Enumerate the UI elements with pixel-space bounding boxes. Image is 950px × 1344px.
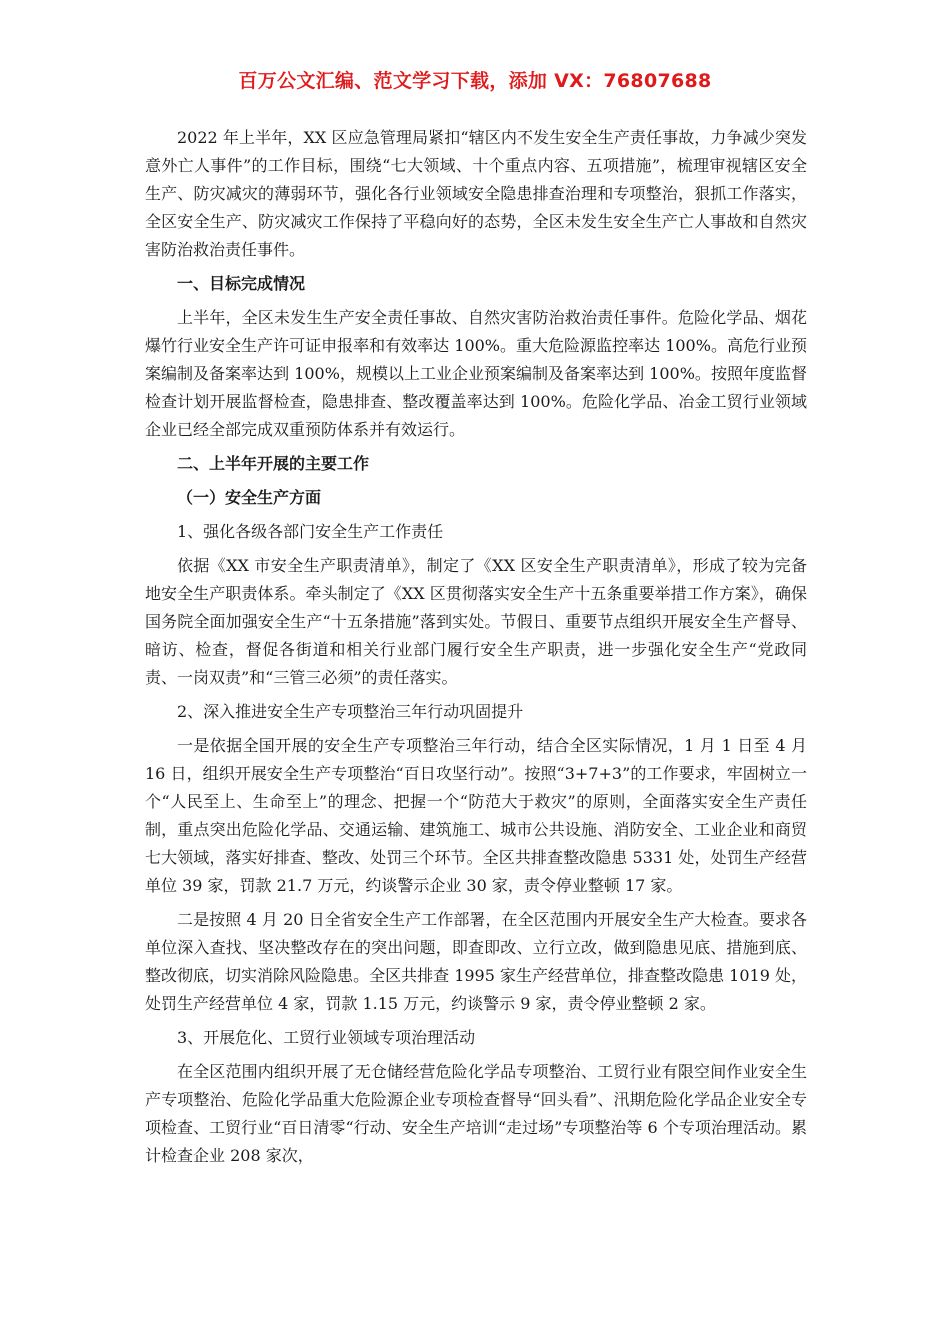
document-body (145, 124, 807, 1176)
subsection-heading: （一）安全生产方面 (177, 488, 322, 507)
paragraph: 一是依据全国开展的安全生产专项整治三年行动，结合全区实际情况，1 月 1 日至 4 月 16 日，组织开展安全生产专项整治“百日攻坚行动”。按照“3+7+3”的工作要求，牢固树立一个“人民至上、生命至上”的理念、把握一个“防范大于救灾”的原则，全面落实安全生产责任制，重点突出危险化学品、交通运输、建筑施工、城市公共设施、消防安全、工业企业和商贸七大领域，落实好排查、整改、处罚三个环节。全区共排查整改隐患 5331 处，处罚生产经营单位 39 家，罚款 21.7 万元，约谈警示企业 30 家，责令停业整顿 17 家。 (145, 736, 807, 895)
item-heading: 1、强化各级各部门安全生产工作责任 (177, 522, 444, 541)
paragraph: 二是按照 4 月 20 日全省安全生产工作部署，在全区范围内开展安全生产大检查。要求各单位深入查找、坚决整改存在的突出问题，即查即改、立行立改，做到隐患见底、措施到底、整改彻底，切实消除风险隐患。全区共排查 1995 家生产经营单位，排查整改隐患 1019 处，处罚生产经营单位 4 家，罚款 1.15 万元，约谈警示 9 家，责令停业整顿 2 家。 (145, 910, 807, 1013)
item-heading: 3、开展危化、工贸行业领域专项治理活动 (177, 1028, 476, 1047)
paragraph: 上半年，全区未发生生产安全责任事故、自然灾害防治救治责任事件。危险化学品、烟花爆竹行业安全生产许可证申报率和有效率达 100%。重大危险源监控率达 100%。高危行业预案编制及备案率达到 100%，规模以上工业企业预案编制及备案率达到 100%。按照年度监督检查计划开展监督检查，隐患排查、整改覆盖率达到 100%。危险化学品、冶金工贸行业领域企业已经全部完成双重预防体系并有效运行。 (145, 308, 807, 439)
section-heading: 一、目标完成情况 (177, 274, 306, 293)
watermark-banner: 百万公文汇编、范文学习下载，添加 VX：76807688 (238, 70, 712, 92)
section-heading: 二、上半年开展的主要工作 (177, 454, 370, 473)
item-heading: 2、深入推进安全生产专项整治三年行动巩固提升 (177, 702, 524, 721)
paragraph: 在全区范围内组织开展了无仓储经营危险化学品专项整治、工贸行业有限空间作业安全生产专项整治、危险化学品重大危险源企业专项检查督导“回头看”、汛期危险化学品企业安全专项检查、工贸行业“百日清零“行动、安全生产培训“走过场”专项整治等 6 个专项治理活动。累计检查企业 208 家次， (145, 1062, 807, 1165)
paragraph: 2022 年上半年，XX 区应急管理局紧扣“辖区内不发生安全生产责任事故，力争减少突发意外亡人事件”的工作目标，围绕“七大领域、十个重点内容、五项措施”，梳理审视辖区安全生产、防灾减灾的薄弱环节，强化各行业领域安全隐患排查治理和专项整治，狠抓工作落实，全区安全生产、防灾减灾工作保持了平稳向好的态势，全区未发生安全生产亡人事故和自然灾害防治救治责任事件。 (145, 128, 807, 259)
paragraph: 依据《XX 市安全生产职责清单》，制定了《XX 区安全生产职责清单》，形成了较为完备地安全生产职责体系。牵头制定了《XX 区贯彻落实安全生产十五条重要举措工作方案》，确保国务院全面加强安全生产“十五条措施”落到实处。节假日、重要节点组织开展安全生产督导、暗访、检查，督促各街道和相关行业部门履行安全生产职责，进一步强化安全生产“党政同责、一岗双责”和“三管三必须”的责任落实。 (145, 556, 807, 687)
